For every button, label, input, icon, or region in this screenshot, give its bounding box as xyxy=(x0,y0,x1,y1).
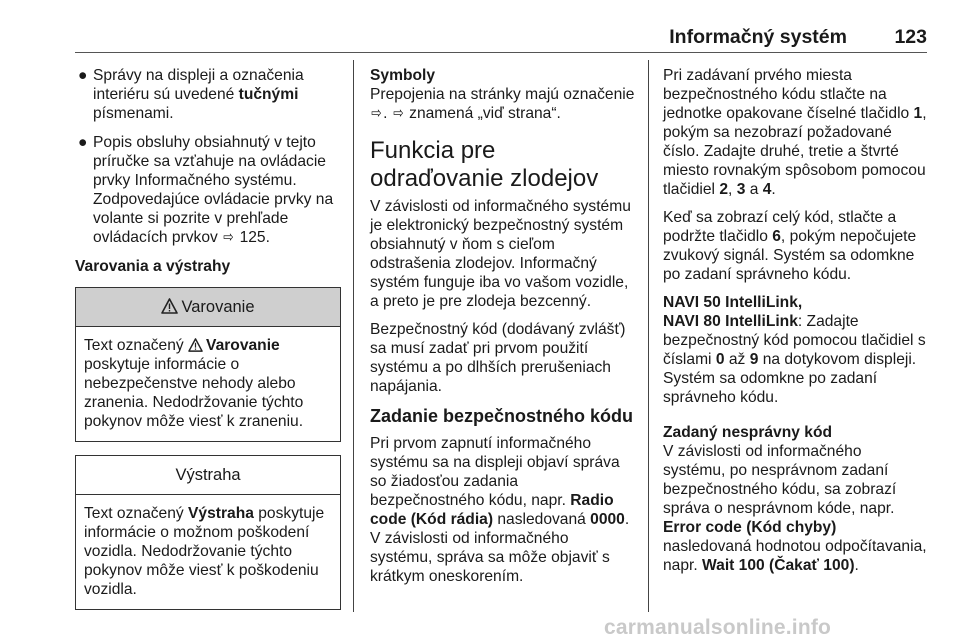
bullet-text: Popis obsluhy obsiahnutý v tejto príručke sa vzťahuje na ovládacie prvky Informačného systému. Zodpovedajúce ovládacie prvky na volante si pozrite v prehľade ovládacích prvkov xyxy=(93,134,334,246)
bullet-text-tail: písmenami. xyxy=(93,105,174,122)
column-2 xyxy=(370,66,635,595)
header-rule xyxy=(75,52,927,53)
column-1 xyxy=(75,66,341,623)
caution-box xyxy=(75,455,341,610)
warning-triangle-icon xyxy=(161,298,178,314)
symbols-heading: Symboly xyxy=(370,67,435,84)
warning-text: Text označený xyxy=(84,337,189,354)
column-3 xyxy=(663,66,928,584)
page-reference[interactable]: 125. xyxy=(235,229,270,246)
warning-box xyxy=(75,287,341,442)
column-divider-1 xyxy=(353,60,354,612)
anti-theft-paragraph-1: V závislosti od informačného systému je elektronický bezpečnostný systém obsiahnutý v ňom s cieľom odstrašenia zlodejov. Informačný systém funguje iba vo vašom vozidle, a preto je pre zlodeja bezcenný. xyxy=(370,198,631,310)
page-arrow-icon: ⇨ xyxy=(371,105,382,122)
subsection-heading: Varovania a výstrahy xyxy=(75,258,231,275)
bullet-icon: ● xyxy=(78,67,88,84)
page-header xyxy=(75,26,927,48)
page-number: 123 xyxy=(894,26,927,48)
bullet-text: Správy na displeji a označenia interiéru sú uvedené xyxy=(93,67,304,103)
warning-title-text: Varovanie xyxy=(181,298,255,316)
anti-theft-paragraph-2: Bezpečnostný kód (dodávaný zvlášť) sa musí zadať pri prvom použití systému a po dlhších prerušeniach napájania. xyxy=(370,321,626,395)
list-item xyxy=(75,66,341,123)
warning-box-title xyxy=(76,288,340,327)
warning-triangle-icon xyxy=(188,338,203,352)
warning-text-post: poskytuje informácie o nebezpečenstve nehody alebo zranenia. Nedodržovanie týchto pokynov môže viesť k zraneniu. xyxy=(84,356,304,430)
security-code-paragraph: Pri prvom zapnutí informačného systému sa na displeji objaví správa so žiadosťou zadania bezpečnostného kódu, napr. Radio code (Kód rádia) nasledovaná 0000. V závislosti od informačného systému, správa sa môže objaviť s krátkym oneskorením. xyxy=(370,435,630,585)
watermark: carmanualsonline.info xyxy=(604,616,832,639)
page-arrow-icon: ⇨ xyxy=(223,229,234,246)
anti-theft-heading: Funkcia pre odraďovanie zlodejov xyxy=(370,137,599,192)
caution-text: Text označený xyxy=(84,505,189,522)
bullet-bold: tučnými xyxy=(238,86,299,103)
code-confirm-paragraph: Keď sa zobrazí celý kód, stlačte a podržte tlačidlo 6, pokým nepočujete zvukový signál. Systém sa odomkne po zadaní správneho kódu. xyxy=(663,209,917,283)
code-entry-paragraph: Pri zadávaní prvého miesta bezpečnostného kódu stlačte na jednotke opakovane číselné tlačidlo 1, pokým sa nezobrazí požadované číslo. Zadajte druhé, tretie a štvrté miesto rovnakým spôsobom pomocou tlačidiel 2, 3 a 4. xyxy=(663,67,927,198)
list-item xyxy=(75,133,341,247)
caution-box-body xyxy=(76,495,340,609)
symbols-paragraph: Prepojenia na stránky majú označenie⇨. ⇨ znamená „viď strana“. xyxy=(370,86,635,122)
security-code-heading: Zadanie bezpečnostného kódu xyxy=(370,406,634,426)
column-divider-2 xyxy=(648,60,649,612)
page-arrow-icon: ⇨ xyxy=(393,105,404,122)
warning-bold: Varovanie xyxy=(206,337,280,354)
wrong-code-paragraph: V závislosti od informačného systému, po nesprávnom zadaní bezpečnostného kódu, sa zobrazí správa o nesprávnom kóde, napr. Error code (Kód chyby) nasledovaná hodnotou odpočítavania, napr. Wait 100 (Čakať 100). xyxy=(663,443,927,574)
caution-bold: Výstraha xyxy=(188,505,254,522)
section-title: Informačný systém xyxy=(669,26,847,48)
caution-text-post: poskytuje informácie o možnom poškodení vozidla. Nedodržovanie týchto pokynov môže viesť k poškodeniu vozidla. xyxy=(84,505,325,598)
bullet-icon: ● xyxy=(78,134,88,151)
caution-box-title: Výstraha xyxy=(76,456,340,495)
warning-box-body xyxy=(76,327,340,441)
navi-paragraph: NAVI 50 IntelliLink, NAVI 80 IntelliLink: Zadajte bezpečnostný kód pomocou tlačidiel s číslami 0 až 9 na dotykovom displeji. Systém sa odomkne po zadaní správneho kódu. xyxy=(663,294,926,406)
wrong-code-heading: Zadaný nesprávny kód xyxy=(663,424,832,441)
